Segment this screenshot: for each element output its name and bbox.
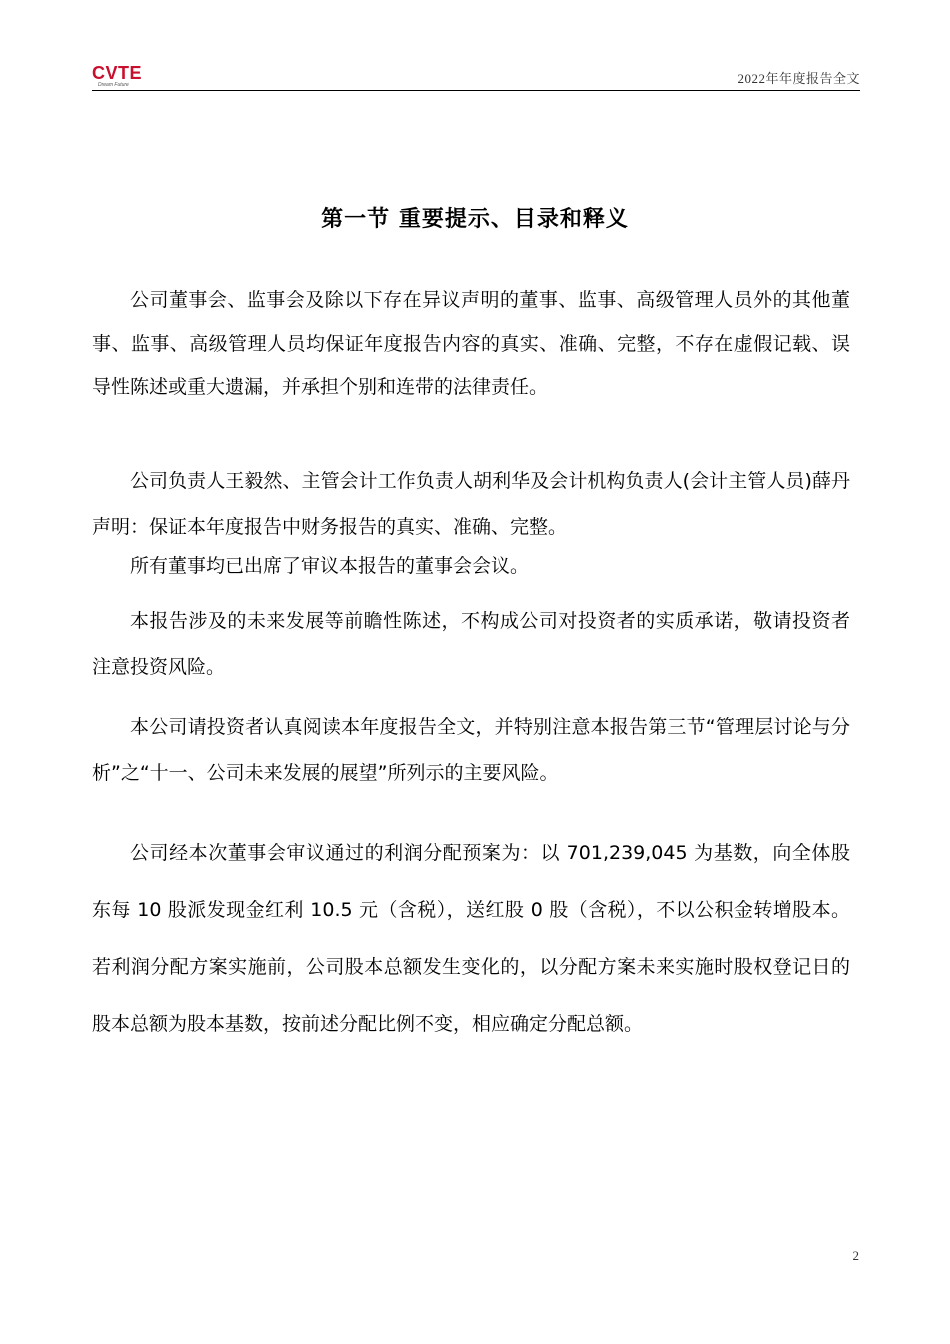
paragraph-risk-notice: 本公司请投资者认真阅读本年度报告全文，并特别注意本报告第三节“管理层讨论与分析”之“十一、公司未来发展的展望”所列示的主要风险。 (92, 716, 850, 784)
paragraph-directors-statement: 公司董事会、监事会及除以下存在异议声明的董事、监事、高级管理人员外的其他董事、监事、高级管理人员均保证年度报告内容的真实、准确、完整，不存在虚假记载、误导性陈述或重大遗漏，并承担个别和连带的法律责任。 (92, 289, 850, 398)
section-title: 第一节 重要提示、目录和释义 (321, 207, 629, 232)
page-number: 2 (852, 1248, 859, 1263)
page-header (92, 62, 860, 91)
header-title: 2022年年度报告全文 (737, 71, 860, 86)
logo-text: CVTE (92, 63, 143, 83)
logo-tagline: Dream Future (98, 82, 129, 88)
paragraph-forward-looking-disclaimer: 本报告涉及的未来发展等前瞻性陈述，不构成公司对投资者的实质承诺，敬请投资者注意投资风险。 (92, 610, 850, 678)
paragraph-board-attendance: 所有董事均已出席了审议本报告的董事会会议。 (130, 555, 530, 577)
paragraph-profit-distribution: 公司经本次董事会审议通过的利润分配预案为：以 701,239,045 为基数，向全体股东每 10 股派发现金红利 10.5 元（含税），送红股 0 股（含税），不以公积金转增股本。若利润分配方案实施前，公司股本总额发生变化的，以分配方案未来实施时股权登记日的股本总额为股本基数，按前述分配比例不变，相应确定分配总额。 (92, 842, 850, 1035)
cvte-logo (92, 62, 152, 88)
paragraph-responsible-persons-statement: 公司负责人王毅然、主管会计工作负责人胡利华及会计机构负责人(会计主管人员)薛丹声明：保证本年度报告中财务报告的真实、准确、完整。 (92, 470, 850, 538)
